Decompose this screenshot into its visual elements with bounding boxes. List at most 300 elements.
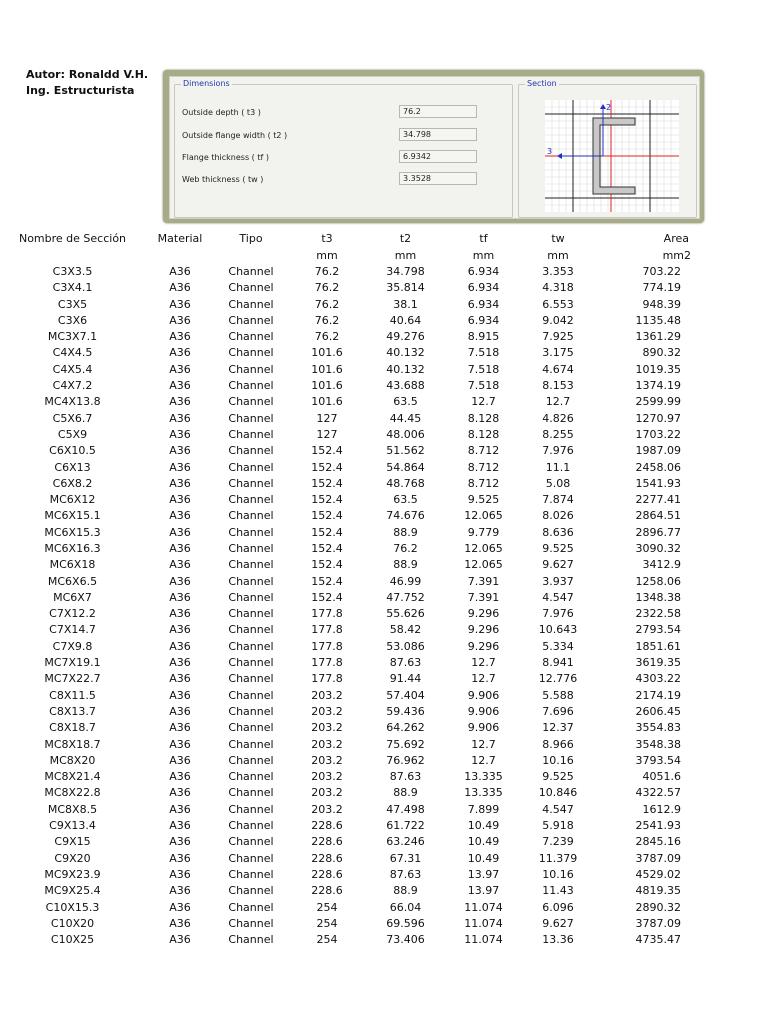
cell-tipo: Channel — [228, 786, 274, 800]
cell-tipo: Channel — [228, 737, 274, 751]
cell-t3: 101.6 — [311, 362, 343, 376]
cell-tf: 9.296 — [467, 639, 500, 653]
cell-tipo: Channel — [228, 933, 274, 947]
cell-area: 1703.22 — [635, 427, 681, 441]
table-row — [0, 703, 748, 719]
table-row — [0, 606, 748, 622]
col-header-tipo: Tipo — [239, 231, 263, 245]
cell-tw: 12.7 — [545, 395, 571, 409]
table-row — [0, 377, 748, 393]
cell-material: A36 — [169, 281, 191, 295]
table-row — [0, 280, 748, 296]
cell-area: 3619.35 — [635, 656, 681, 670]
cell-nombre: C7X12.2 — [49, 607, 96, 621]
author-block — [26, 67, 148, 99]
cell-tipo: Channel — [228, 264, 274, 278]
cell-area: 3412.9 — [642, 558, 681, 572]
cell-t2: 35.814 — [386, 281, 425, 295]
web-thickness-label: Web thickness ( tw ) — [182, 175, 264, 184]
cell-nombre: C6X13 — [54, 460, 91, 474]
cell-tipo: Channel — [228, 721, 274, 735]
cell-tw: 8.941 — [542, 656, 574, 670]
cell-t3: 127 — [316, 411, 338, 425]
cell-material: A36 — [169, 737, 191, 751]
cell-tf: 7.899 — [467, 802, 500, 816]
cell-nombre: MC8X20 — [49, 753, 96, 767]
cell-tf: 8.915 — [467, 330, 500, 344]
cell-nombre: C7X9.8 — [52, 639, 93, 653]
cell-t2: 67.31 — [389, 851, 422, 865]
cell-nombre: C5X9 — [57, 427, 88, 441]
table-row — [0, 345, 748, 361]
axis-2-label: 2 — [606, 103, 612, 112]
col-header-tf: tf — [479, 231, 488, 245]
cell-t3: 152.4 — [311, 509, 343, 523]
cell-t2: 66.04 — [389, 900, 422, 914]
table-row — [0, 524, 748, 540]
table-row — [0, 426, 748, 442]
cell-tw: 11.1 — [545, 460, 571, 474]
cell-t2: 46.99 — [389, 574, 422, 588]
table-row — [0, 394, 748, 410]
cell-tw: 5.334 — [542, 639, 574, 653]
cell-t2: 63.5 — [393, 493, 418, 507]
cell-t2: 88.9 — [393, 558, 418, 572]
cell-tw: 8.255 — [542, 427, 574, 441]
cell-tf: 12.065 — [464, 541, 503, 555]
cell-t3: 254 — [316, 916, 338, 930]
cell-t2: 54.864 — [386, 460, 425, 474]
cell-tw: 10.16 — [542, 753, 574, 767]
table-row — [0, 459, 748, 475]
table-row — [0, 328, 748, 344]
cell-t3: 76.2 — [314, 313, 340, 327]
table-row — [0, 296, 748, 312]
cell-tw: 4.547 — [542, 590, 574, 604]
table-header-row — [0, 229, 748, 247]
cell-t3: 76.2 — [314, 297, 340, 311]
cell-tf: 7.518 — [467, 379, 500, 393]
cell-tipo: Channel — [228, 460, 274, 474]
cell-t2: 49.276 — [386, 330, 425, 344]
cell-tw: 7.696 — [542, 704, 574, 718]
cell-material: A36 — [169, 639, 191, 653]
cell-area: 1374.19 — [635, 379, 681, 393]
col-header-tw: tw — [551, 231, 565, 245]
table-row — [0, 817, 748, 833]
section-group — [518, 79, 697, 218]
cell-area: 1270.97 — [635, 411, 681, 425]
cell-nombre: C8X11.5 — [49, 688, 96, 702]
cell-area: 4322.57 — [635, 786, 681, 800]
table-row — [0, 883, 748, 899]
cell-tipo: Channel — [228, 395, 274, 409]
cell-nombre: MC8X21.4 — [44, 770, 101, 784]
cell-tipo: Channel — [228, 313, 274, 327]
cell-tw: 9.042 — [542, 313, 574, 327]
cell-t3: 177.8 — [311, 623, 343, 637]
table-row — [0, 622, 748, 638]
cell-material: A36 — [169, 607, 191, 621]
cell-tipo: Channel — [228, 444, 274, 458]
cell-t3: 152.4 — [311, 525, 343, 539]
cell-nombre: C7X14.7 — [49, 623, 96, 637]
cell-area: 2174.19 — [635, 688, 681, 702]
cell-tf: 9.779 — [467, 525, 500, 539]
table-row — [0, 263, 748, 279]
table-row — [0, 589, 748, 605]
cell-tf: 10.49 — [467, 835, 500, 849]
cell-material: A36 — [169, 411, 191, 425]
cell-nombre: C8X13.7 — [49, 704, 96, 718]
cell-tipo: Channel — [228, 704, 274, 718]
cell-nombre: MC8X18.7 — [44, 737, 101, 751]
cell-t3: 152.4 — [311, 574, 343, 588]
cell-t3: 177.8 — [311, 607, 343, 621]
cell-t2: 47.498 — [386, 802, 425, 816]
cell-t2: 38.1 — [393, 297, 418, 311]
table-body — [0, 263, 748, 947]
web-thickness-input[interactable]: 3.3528 — [399, 172, 477, 185]
cell-material: A36 — [169, 297, 191, 311]
cell-t2: 40.132 — [386, 362, 425, 376]
author-title: Ing. Estructurista — [26, 84, 135, 97]
cell-tw: 3.353 — [542, 264, 574, 278]
cell-tf: 11.074 — [464, 916, 503, 930]
cell-material: A36 — [169, 460, 191, 474]
col-header-area: Area — [663, 231, 689, 245]
cell-tf: 8.712 — [467, 476, 500, 490]
cell-area: 1612.9 — [642, 802, 681, 816]
cell-nombre: C6X10.5 — [49, 444, 96, 458]
cell-t2: 88.9 — [393, 525, 418, 539]
cell-material: A36 — [169, 704, 191, 718]
cell-t2: 87.63 — [389, 656, 422, 670]
cell-tipo: Channel — [228, 297, 274, 311]
cell-tipo: Channel — [228, 688, 274, 702]
cell-area: 2599.99 — [635, 395, 681, 409]
cell-tf: 8.128 — [467, 411, 500, 425]
cell-tf: 11.074 — [464, 933, 503, 947]
cell-t3: 254 — [316, 933, 338, 947]
cell-material: A36 — [169, 835, 191, 849]
cell-material: A36 — [169, 264, 191, 278]
cell-t2: 40.132 — [386, 346, 425, 360]
section-title: Section — [527, 79, 557, 88]
cell-tw: 3.175 — [542, 346, 574, 360]
cell-tw: 7.874 — [542, 493, 574, 507]
cell-tf: 10.49 — [467, 819, 500, 833]
cell-material: A36 — [169, 672, 191, 686]
cell-t3: 101.6 — [311, 346, 343, 360]
cell-tipo: Channel — [228, 525, 274, 539]
dimensions-title: Dimensions — [183, 79, 230, 88]
cell-t3: 203.2 — [311, 704, 343, 718]
cell-t3: 177.8 — [311, 672, 343, 686]
cell-nombre: MC6X12 — [49, 493, 96, 507]
unit-area: mm2 — [662, 248, 691, 262]
cell-tw: 3.937 — [542, 574, 574, 588]
cell-material: A36 — [169, 379, 191, 393]
cell-nombre: C10X25 — [50, 933, 95, 947]
cell-nombre: C8X18.7 — [49, 721, 96, 735]
cell-tipo: Channel — [228, 753, 274, 767]
col-header-t3: t3 — [321, 231, 333, 245]
cell-area: 774.19 — [642, 281, 681, 295]
cell-area: 3787.09 — [635, 916, 681, 930]
cell-tf: 12.7 — [471, 395, 496, 409]
outside-depth-label: Outside depth ( t3 ) — [182, 108, 261, 117]
cell-tw: 9.627 — [542, 916, 574, 930]
cell-tw: 5.08 — [545, 476, 571, 490]
cell-nombre: C4X4.5 — [52, 346, 93, 360]
cell-t2: 69.596 — [386, 916, 425, 930]
cell-tw: 6.553 — [542, 297, 574, 311]
cell-nombre: MC7X19.1 — [44, 656, 101, 670]
cell-t2: 76.962 — [386, 753, 425, 767]
cell-t3: 152.4 — [311, 460, 343, 474]
cell-tipo: Channel — [228, 362, 274, 376]
cell-material: A36 — [169, 574, 191, 588]
cell-t3: 76.2 — [314, 330, 340, 344]
cell-area: 2793.54 — [635, 623, 681, 637]
cell-tipo: Channel — [228, 281, 274, 295]
cell-tf: 6.934 — [467, 281, 500, 295]
cell-tw: 9.525 — [542, 770, 574, 784]
outside-depth-input[interactable]: 76.2 — [399, 105, 477, 118]
cell-tipo: Channel — [228, 802, 274, 816]
cell-area: 3554.83 — [635, 721, 681, 735]
cell-t2: 73.406 — [386, 933, 425, 947]
cell-tipo: Channel — [228, 639, 274, 653]
cell-area: 1348.38 — [635, 590, 681, 604]
cell-t2: 63.5 — [393, 395, 418, 409]
cell-t2: 64.262 — [386, 721, 425, 735]
cell-t3: 152.4 — [311, 590, 343, 604]
cell-tipo: Channel — [228, 851, 274, 865]
cell-area: 2277.41 — [635, 493, 681, 507]
table-row — [0, 475, 748, 491]
table-row — [0, 410, 748, 426]
cell-tipo: Channel — [228, 607, 274, 621]
cell-tf: 9.296 — [467, 607, 500, 621]
cell-material: A36 — [169, 802, 191, 816]
dialog-body — [169, 76, 700, 219]
table-row — [0, 557, 748, 573]
cell-tipo: Channel — [228, 509, 274, 523]
cell-area: 1851.61 — [635, 639, 681, 653]
cell-nombre: MC6X15.3 — [44, 525, 101, 539]
cell-t2: 87.63 — [389, 770, 422, 784]
table-row — [0, 866, 748, 882]
cell-area: 4529.02 — [635, 867, 681, 881]
cell-area: 2606.45 — [635, 704, 681, 718]
cell-tf: 12.7 — [471, 753, 496, 767]
table-row — [0, 915, 748, 931]
cell-tw: 8.966 — [542, 737, 574, 751]
cell-tf: 9.525 — [467, 493, 500, 507]
cell-material: A36 — [169, 444, 191, 458]
cell-material: A36 — [169, 493, 191, 507]
cell-nombre: C3X3.5 — [52, 264, 93, 278]
table-row — [0, 312, 748, 328]
cell-tipo: Channel — [228, 884, 274, 898]
cell-t2: 58.42 — [389, 623, 422, 637]
table-row — [0, 834, 748, 850]
cell-tf: 12.7 — [471, 672, 496, 686]
cell-tf: 12.7 — [471, 737, 496, 751]
table-row — [0, 736, 748, 752]
cell-tf: 13.335 — [464, 770, 503, 784]
cell-material: A36 — [169, 884, 191, 898]
cell-tf: 9.296 — [467, 623, 500, 637]
cell-tipo: Channel — [228, 916, 274, 930]
cell-t2: 44.45 — [389, 411, 422, 425]
table-row — [0, 720, 748, 736]
unit-tw: mm — [547, 248, 569, 262]
cell-nombre: C3X6 — [57, 313, 88, 327]
cell-tipo: Channel — [228, 867, 274, 881]
cell-area: 3793.54 — [635, 753, 681, 767]
col-header-material: Material — [157, 231, 203, 245]
cell-tw: 5.918 — [542, 819, 574, 833]
cell-tw: 4.547 — [542, 802, 574, 816]
cell-material: A36 — [169, 395, 191, 409]
cell-tf: 6.934 — [467, 297, 500, 311]
unit-t2: mm — [394, 248, 417, 262]
cell-area: 2896.77 — [635, 525, 681, 539]
table-row — [0, 671, 748, 687]
table-row — [0, 899, 748, 915]
cell-tf: 13.335 — [464, 786, 503, 800]
cell-nombre: C6X8.2 — [52, 476, 93, 490]
section-properties-dialog — [163, 70, 704, 223]
cell-material: A36 — [169, 933, 191, 947]
cell-tw: 4.826 — [542, 411, 574, 425]
cell-material: A36 — [169, 509, 191, 523]
unit-tipo — [215, 247, 287, 263]
cell-material: A36 — [169, 900, 191, 914]
cell-tf: 13.97 — [467, 884, 500, 898]
cell-area: 948.39 — [642, 297, 681, 311]
cell-t3: 203.2 — [311, 770, 343, 784]
dimensions-group — [174, 79, 513, 218]
flange-width-input[interactable]: 34.798 — [399, 128, 477, 141]
table-row — [0, 540, 748, 556]
cell-tw: 4.674 — [542, 362, 574, 376]
cell-tf: 9.906 — [467, 688, 500, 702]
cell-t2: 55.626 — [386, 607, 425, 621]
table-row — [0, 687, 748, 703]
cell-material: A36 — [169, 753, 191, 767]
cell-area: 2845.16 — [635, 835, 681, 849]
author-name: Autor: Ronaldd V.H. — [26, 68, 149, 81]
cell-nombre: C4X5.4 — [52, 362, 93, 376]
cell-tw: 10.643 — [538, 623, 578, 637]
table-row — [0, 443, 748, 459]
cell-tw: 8.153 — [542, 379, 574, 393]
cell-nombre: C9X15 — [54, 835, 91, 849]
cell-material: A36 — [169, 476, 191, 490]
cell-tf: 8.712 — [467, 460, 500, 474]
cell-tw: 12.37 — [542, 721, 574, 735]
cell-t3: 228.6 — [311, 867, 343, 881]
cell-t2: 74.676 — [386, 509, 425, 523]
cell-tw: 8.026 — [542, 509, 574, 523]
cell-nombre: MC4X13.8 — [44, 395, 101, 409]
cell-area: 3548.38 — [635, 737, 681, 751]
cell-t3: 203.2 — [311, 737, 343, 751]
cell-nombre: MC6X15.1 — [44, 509, 101, 523]
cell-tipo: Channel — [228, 330, 274, 344]
cell-t2: 61.722 — [386, 819, 425, 833]
cell-material: A36 — [169, 427, 191, 441]
cell-area: 2541.93 — [635, 819, 681, 833]
cell-tf: 12.7 — [471, 656, 496, 670]
cell-material: A36 — [169, 688, 191, 702]
unit-t3: mm — [316, 248, 338, 262]
cell-tw: 9.627 — [542, 558, 574, 572]
cell-t2: 34.798 — [386, 264, 425, 278]
cell-tipo: Channel — [228, 427, 274, 441]
cell-nombre: MC6X6.5 — [47, 574, 98, 588]
cell-t3: 228.6 — [311, 884, 343, 898]
cell-tipo: Channel — [228, 346, 274, 360]
table-units-row — [0, 247, 748, 263]
cell-tipo: Channel — [228, 770, 274, 784]
cell-t3: 152.4 — [311, 558, 343, 572]
cell-nombre: MC6X16.3 — [44, 541, 101, 555]
cell-tf: 7.518 — [467, 346, 500, 360]
cell-tf: 13.97 — [467, 867, 500, 881]
cell-nombre: C9X20 — [54, 851, 91, 865]
cell-tf: 7.391 — [467, 574, 500, 588]
cell-t3: 76.2 — [314, 264, 340, 278]
cell-tf: 12.065 — [464, 558, 503, 572]
cell-nombre: C9X13.4 — [49, 819, 96, 833]
cell-tipo: Channel — [228, 541, 274, 555]
cell-t3: 203.2 — [311, 721, 343, 735]
cell-nombre: C10X15.3 — [45, 900, 100, 914]
cell-nombre: MC7X22.7 — [44, 672, 101, 686]
cell-area: 1258.06 — [635, 574, 681, 588]
cell-tw: 10.846 — [538, 786, 578, 800]
cell-t3: 152.4 — [311, 444, 343, 458]
cell-t3: 101.6 — [311, 379, 343, 393]
cell-material: A36 — [169, 916, 191, 930]
cell-material: A36 — [169, 786, 191, 800]
flange-thickness-input[interactable]: 6.9342 — [399, 150, 477, 163]
cell-tf: 6.934 — [467, 313, 500, 327]
table-row — [0, 654, 748, 670]
cell-tw: 11.43 — [542, 884, 574, 898]
cell-area: 2864.51 — [635, 509, 681, 523]
cell-area: 1361.29 — [635, 330, 681, 344]
cell-nombre: MC6X7 — [53, 590, 92, 604]
cell-tipo: Channel — [228, 623, 274, 637]
cell-tw: 13.36 — [542, 933, 574, 947]
table-row — [0, 769, 748, 785]
flange-thickness-label: Flange thickness ( tf ) — [182, 153, 269, 162]
cell-area: 890.32 — [642, 346, 681, 360]
cell-t3: 177.8 — [311, 639, 343, 653]
cell-t2: 88.9 — [393, 884, 418, 898]
table-row — [0, 752, 748, 768]
cell-nombre: MC9X25.4 — [44, 884, 101, 898]
cell-material: A36 — [169, 590, 191, 604]
cell-tw: 7.976 — [542, 607, 574, 621]
cell-tw: 8.636 — [542, 525, 574, 539]
